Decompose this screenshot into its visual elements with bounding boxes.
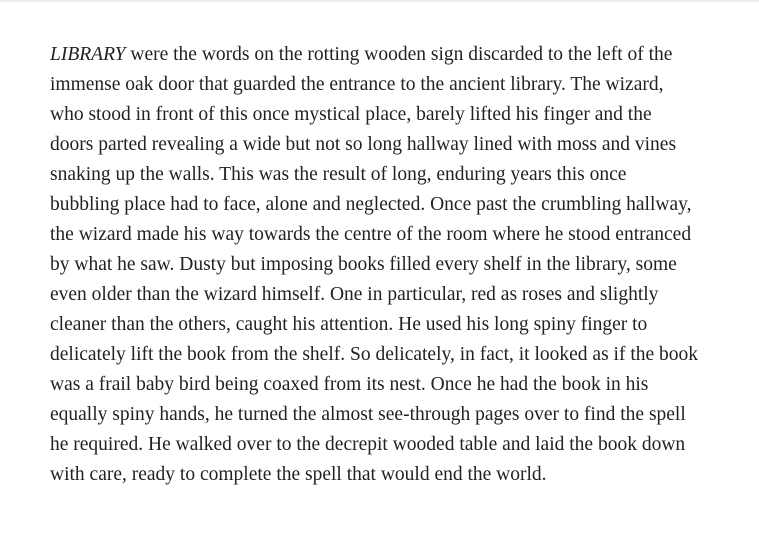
story-line-11: delicately lift the book from the shelf. So delicately, in fact, it looked as if the book bbox=[50, 344, 699, 365]
story-line-7: the wizard made his way towards the centre of the room where he stood entranced bbox=[50, 224, 692, 245]
story-line-3: who stood in front of this once mystical place, barely lifted his finger and the bbox=[50, 104, 652, 125]
story-line-13: equally spiny hands, he turned the almost see-through pages over to find the spell bbox=[50, 404, 686, 425]
lead-word: LIBRARY bbox=[50, 44, 126, 65]
story-line-10: cleaner than the others, caught his attention. He used his long spiny finger to bbox=[50, 314, 648, 335]
story-line-5: snaking up the walls. This was the result of long, enduring years this once bbox=[50, 164, 627, 185]
story-line-1-text: were the words on the rotting wooden sign discarded to the left of the bbox=[125, 44, 673, 65]
story-line-8: by what he saw. Dusty but imposing books filled every shelf in the library, some bbox=[50, 254, 677, 275]
story-line-1 bbox=[50, 40, 690, 70]
story-paragraph bbox=[50, 40, 699, 490]
story-line-4: doors parted revealing a wide but not so long hallway lined with moss and vines bbox=[50, 134, 677, 155]
story-line-6: bubbling place had to face, alone and neglected. Once past the crumbling hallway, bbox=[50, 194, 692, 215]
story-line-2: immense oak door that guarded the entrance to the ancient library. The wizard, bbox=[50, 74, 664, 95]
story-line-14: he required. He walked over to the decrepit wooded table and laid the book down bbox=[50, 434, 686, 455]
story-line-12: was a frail baby bird being coaxed from its nest. Once he had the book in his bbox=[50, 374, 649, 395]
story-line-9: even older than the wizard himself. One in particular, red as roses and slightly bbox=[50, 284, 659, 305]
story-line-15: with care, ready to complete the spell that would end the world. bbox=[50, 464, 547, 485]
top-edge-shadow bbox=[0, 0, 759, 3]
